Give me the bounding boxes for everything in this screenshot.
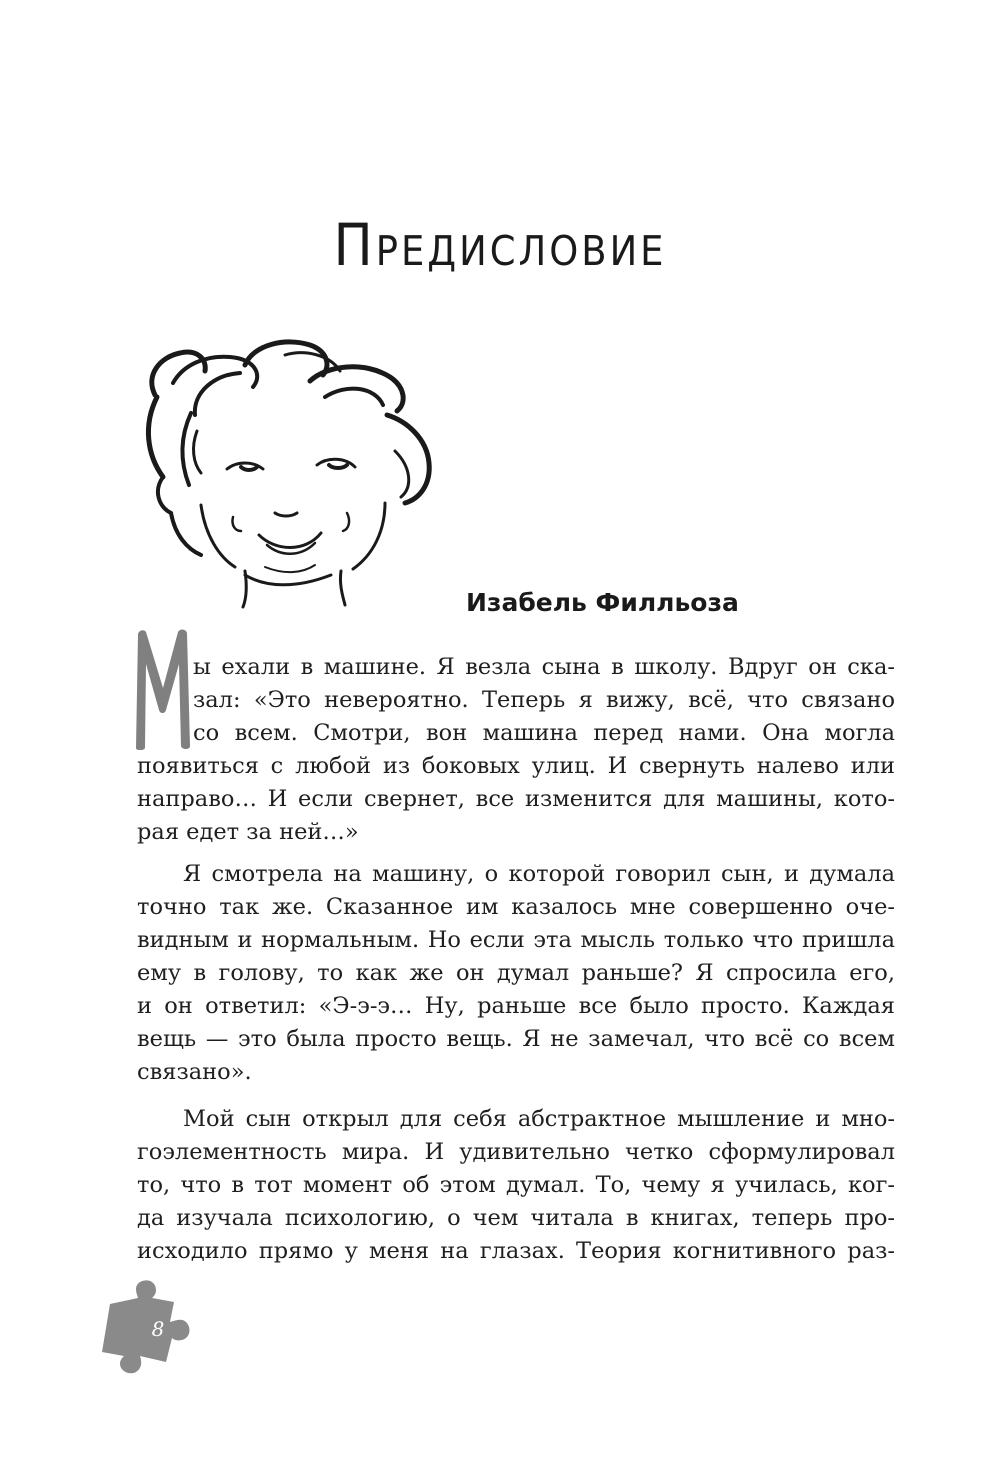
text-line: со всем. Смотри, вон машина перед нами. Она могла [193, 720, 895, 746]
text-line: зал: «Это невероятно. Теперь я вижу, всё, что связано [193, 687, 895, 713]
text-line: видным и нормальным. Но если эта мысль только что пришла [137, 927, 895, 953]
text-line: ему в голову, то как же он думал раньше? Я спросила его, [137, 960, 895, 986]
text-line: направо… И если свернет, все изменится для машины, кото- [137, 786, 895, 812]
text-line: гоэлементность мира. И удивительно четко сформулировал [137, 1139, 895, 1165]
text-line: связано». [137, 1059, 252, 1085]
text-line: точно так же. Сказанное им казалось мне совершенно оче- [137, 894, 895, 920]
text-line: и он ответил: «Э-э-э… Ну, раньше все было просто. Каждая [137, 993, 895, 1019]
text-line: да изучала психологию, о чем читала в книгах, теперь про- [137, 1205, 895, 1231]
paragraph-2 [137, 858, 895, 1089]
text-line: ы ехали в машине. Я везла сына в школу. Вдруг он ска- [193, 654, 895, 680]
text-line: исходило прямо у меня на глазах. Теория когнитивного раз- [137, 1238, 895, 1264]
paragraph-1 [137, 651, 895, 849]
text-line: Мой сын открыл для себя абстрактное мышление и мно- [183, 1106, 895, 1132]
text-line: появиться с любой из боковых улиц. И свернуть налево или [137, 753, 895, 779]
woman-portrait-sketch-icon [135, 335, 455, 615]
author-name: Изабель Филльоза [466, 588, 739, 617]
text-line: Я смотрела на машину, о которой говорил сын, и думала [183, 861, 895, 887]
page-number: 8 [151, 1317, 165, 1341]
page-title: Предисловие [333, 211, 667, 279]
paragraph-3 [137, 1103, 895, 1268]
text-line: вещь — это была просто вещь. Я не замечал, что всё со всем [137, 1026, 895, 1052]
text-line: то, что в тот момент об этом думал. То, чему я училась, ког- [137, 1172, 895, 1198]
text-line: рая едет за ней…» [137, 819, 359, 845]
